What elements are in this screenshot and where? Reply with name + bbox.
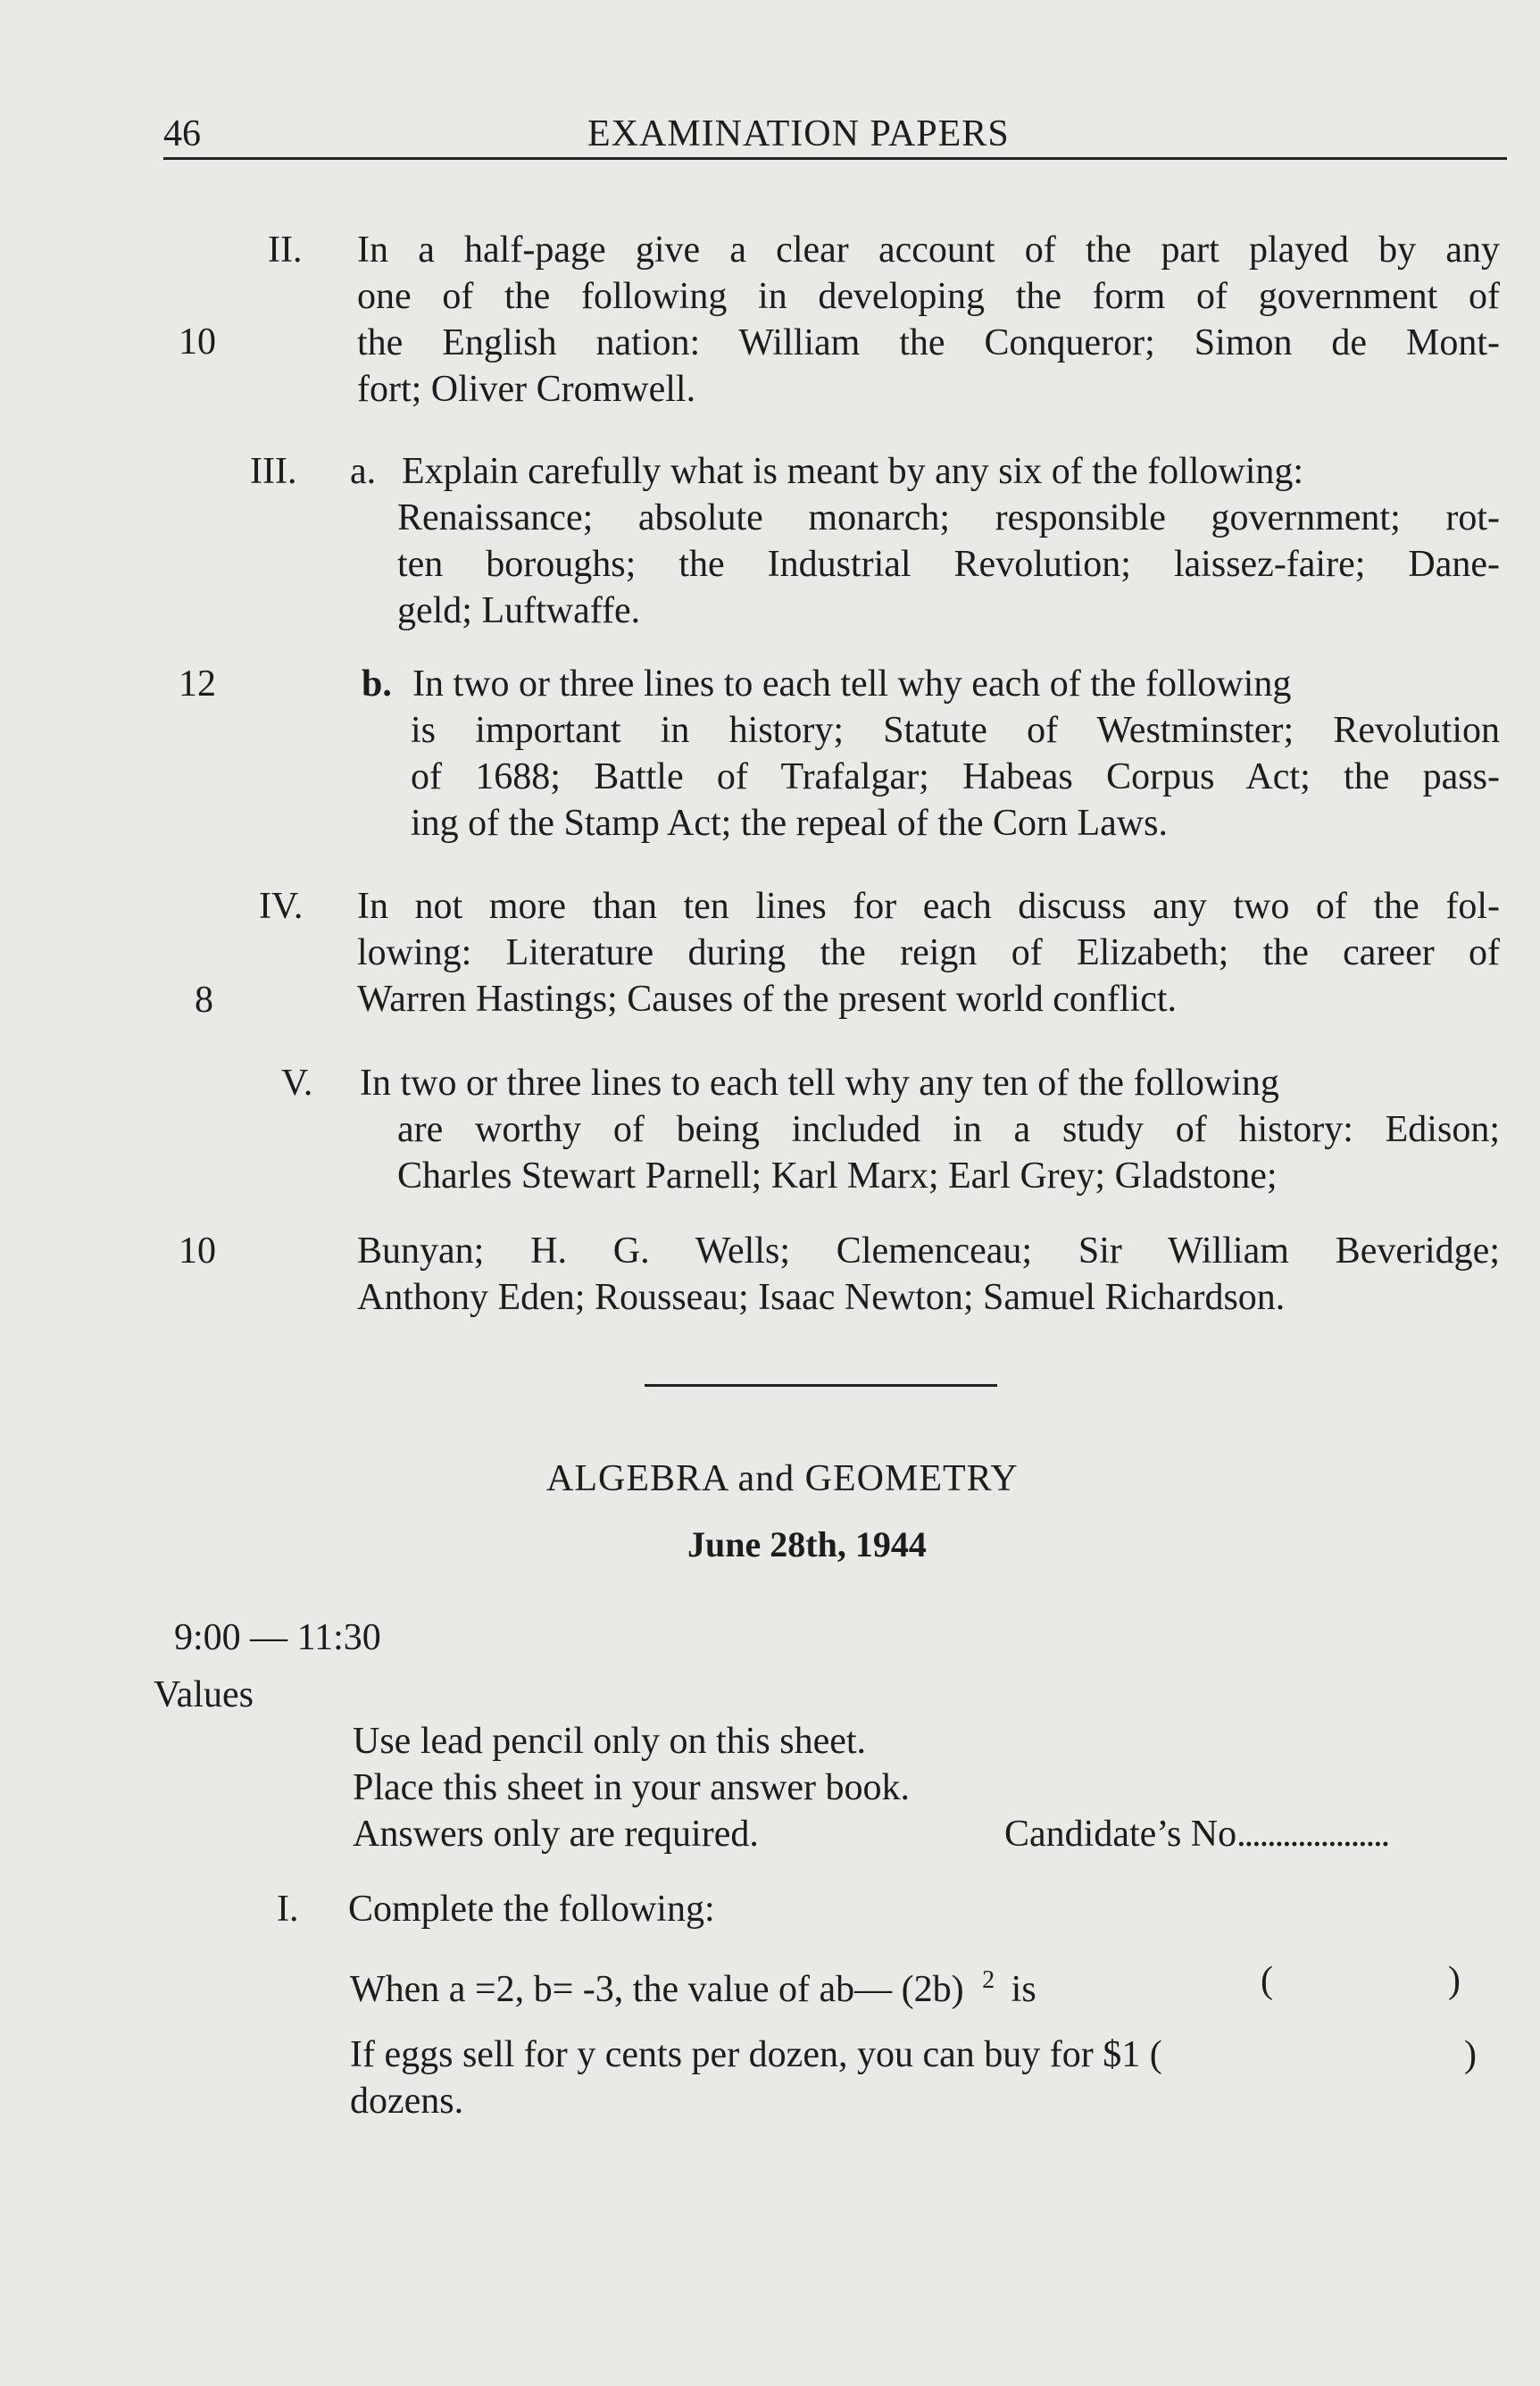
candidate-label: Candidate’s No [1004,1814,1237,1855]
candidate-number-field [1004,1811,1388,1857]
marks-value: 8 [195,980,213,1021]
question-number: IV. [259,886,304,927]
section-date: June 28th, 1944 [687,1524,927,1564]
exam-time: 9:00 — 11:30 [174,1617,381,1658]
header-rule [163,157,1507,160]
part-label: a. [350,451,377,492]
marks-value: 10 [179,1231,216,1272]
section-divider [645,1384,997,1387]
answer-close-paren: ) [1464,2034,1477,2075]
question-item: When a =2, b= -3, the value of ab— (2b) $^2$ is [350,1966,1036,2010]
page-number: 46 [163,113,201,154]
candidate-blank: .................... [1236,1814,1389,1855]
running-title: EXAMINATION PAPERS [587,113,1010,154]
instruction-line: Use lead pencil only on this sheet. [353,1721,867,1762]
question-prompt: Complete the following: [348,1889,715,1930]
marks-value: 10 [179,321,216,363]
question-number: III. [250,451,297,492]
answer-open-paren: ( [1261,1960,1273,2001]
question-number: V. [281,1063,313,1104]
question-text: In not more than ten lines for each discuss any two of the fol- lowing: Literature during the reign of Elizabeth; the career of Warren Hastings; Causes of the present world conflict. [357,886,1500,1020]
instruction-line: Place this sheet in your answer book. [353,1767,911,1808]
instruction-line: Answers only are required. [353,1814,759,1855]
question-text: are worthy of being included in a study of history: Edison; Charles Stewart Parnell; Karl Marx; Earl Grey; Gladstone; [397,1109,1500,1197]
question-text: Bunyan; H. G. Wells; Clemenceau; Sir William Beveridge; Anthony Eden; Rousseau; Isaac Newton; Samuel Richardson. [357,1231,1500,1318]
question-item: dozens. [350,2081,464,2122]
question-text: Explain carefully what is meant by any six of the following: [402,451,1304,492]
question-number: I. [277,1889,299,1930]
question-text: In two or three lines to each tell why any ten of the following [360,1063,1279,1104]
section-title: ALGEBRA and GEOMETRY [546,1458,1019,1499]
question-text: In a half-page give a clear account of the part played by any one of the following in developing the form of government of the English nation: William the Conqueror; Simon de Mont- fort; Oliver Cromwell. [357,229,1500,410]
question-number: II. [268,229,303,271]
question-text: In two or three lines to each tell why each of the following [412,663,1292,705]
values-label: Values [154,1674,254,1715]
question-text: Renaissance; absolute monarch; responsible government; rot- ten boroughs; the Industrial Revolution; laissez-faire; Dane- geld; Luftwaffe. [397,497,1500,631]
question-text: is important in history; Statute of Westminster; Revolution of 1688; Battle of Trafalgar; Habeas Corpus Act; the pass- ing of the Stamp Act; the repeal of the Corn Laws. [411,710,1500,844]
part-label: b. [362,663,392,705]
marks-value: 12 [179,663,216,705]
answer-close-paren: ) [1448,1960,1461,2001]
question-item: If eggs sell for y cents per dozen, you can buy for $1 ( [350,2034,1162,2075]
